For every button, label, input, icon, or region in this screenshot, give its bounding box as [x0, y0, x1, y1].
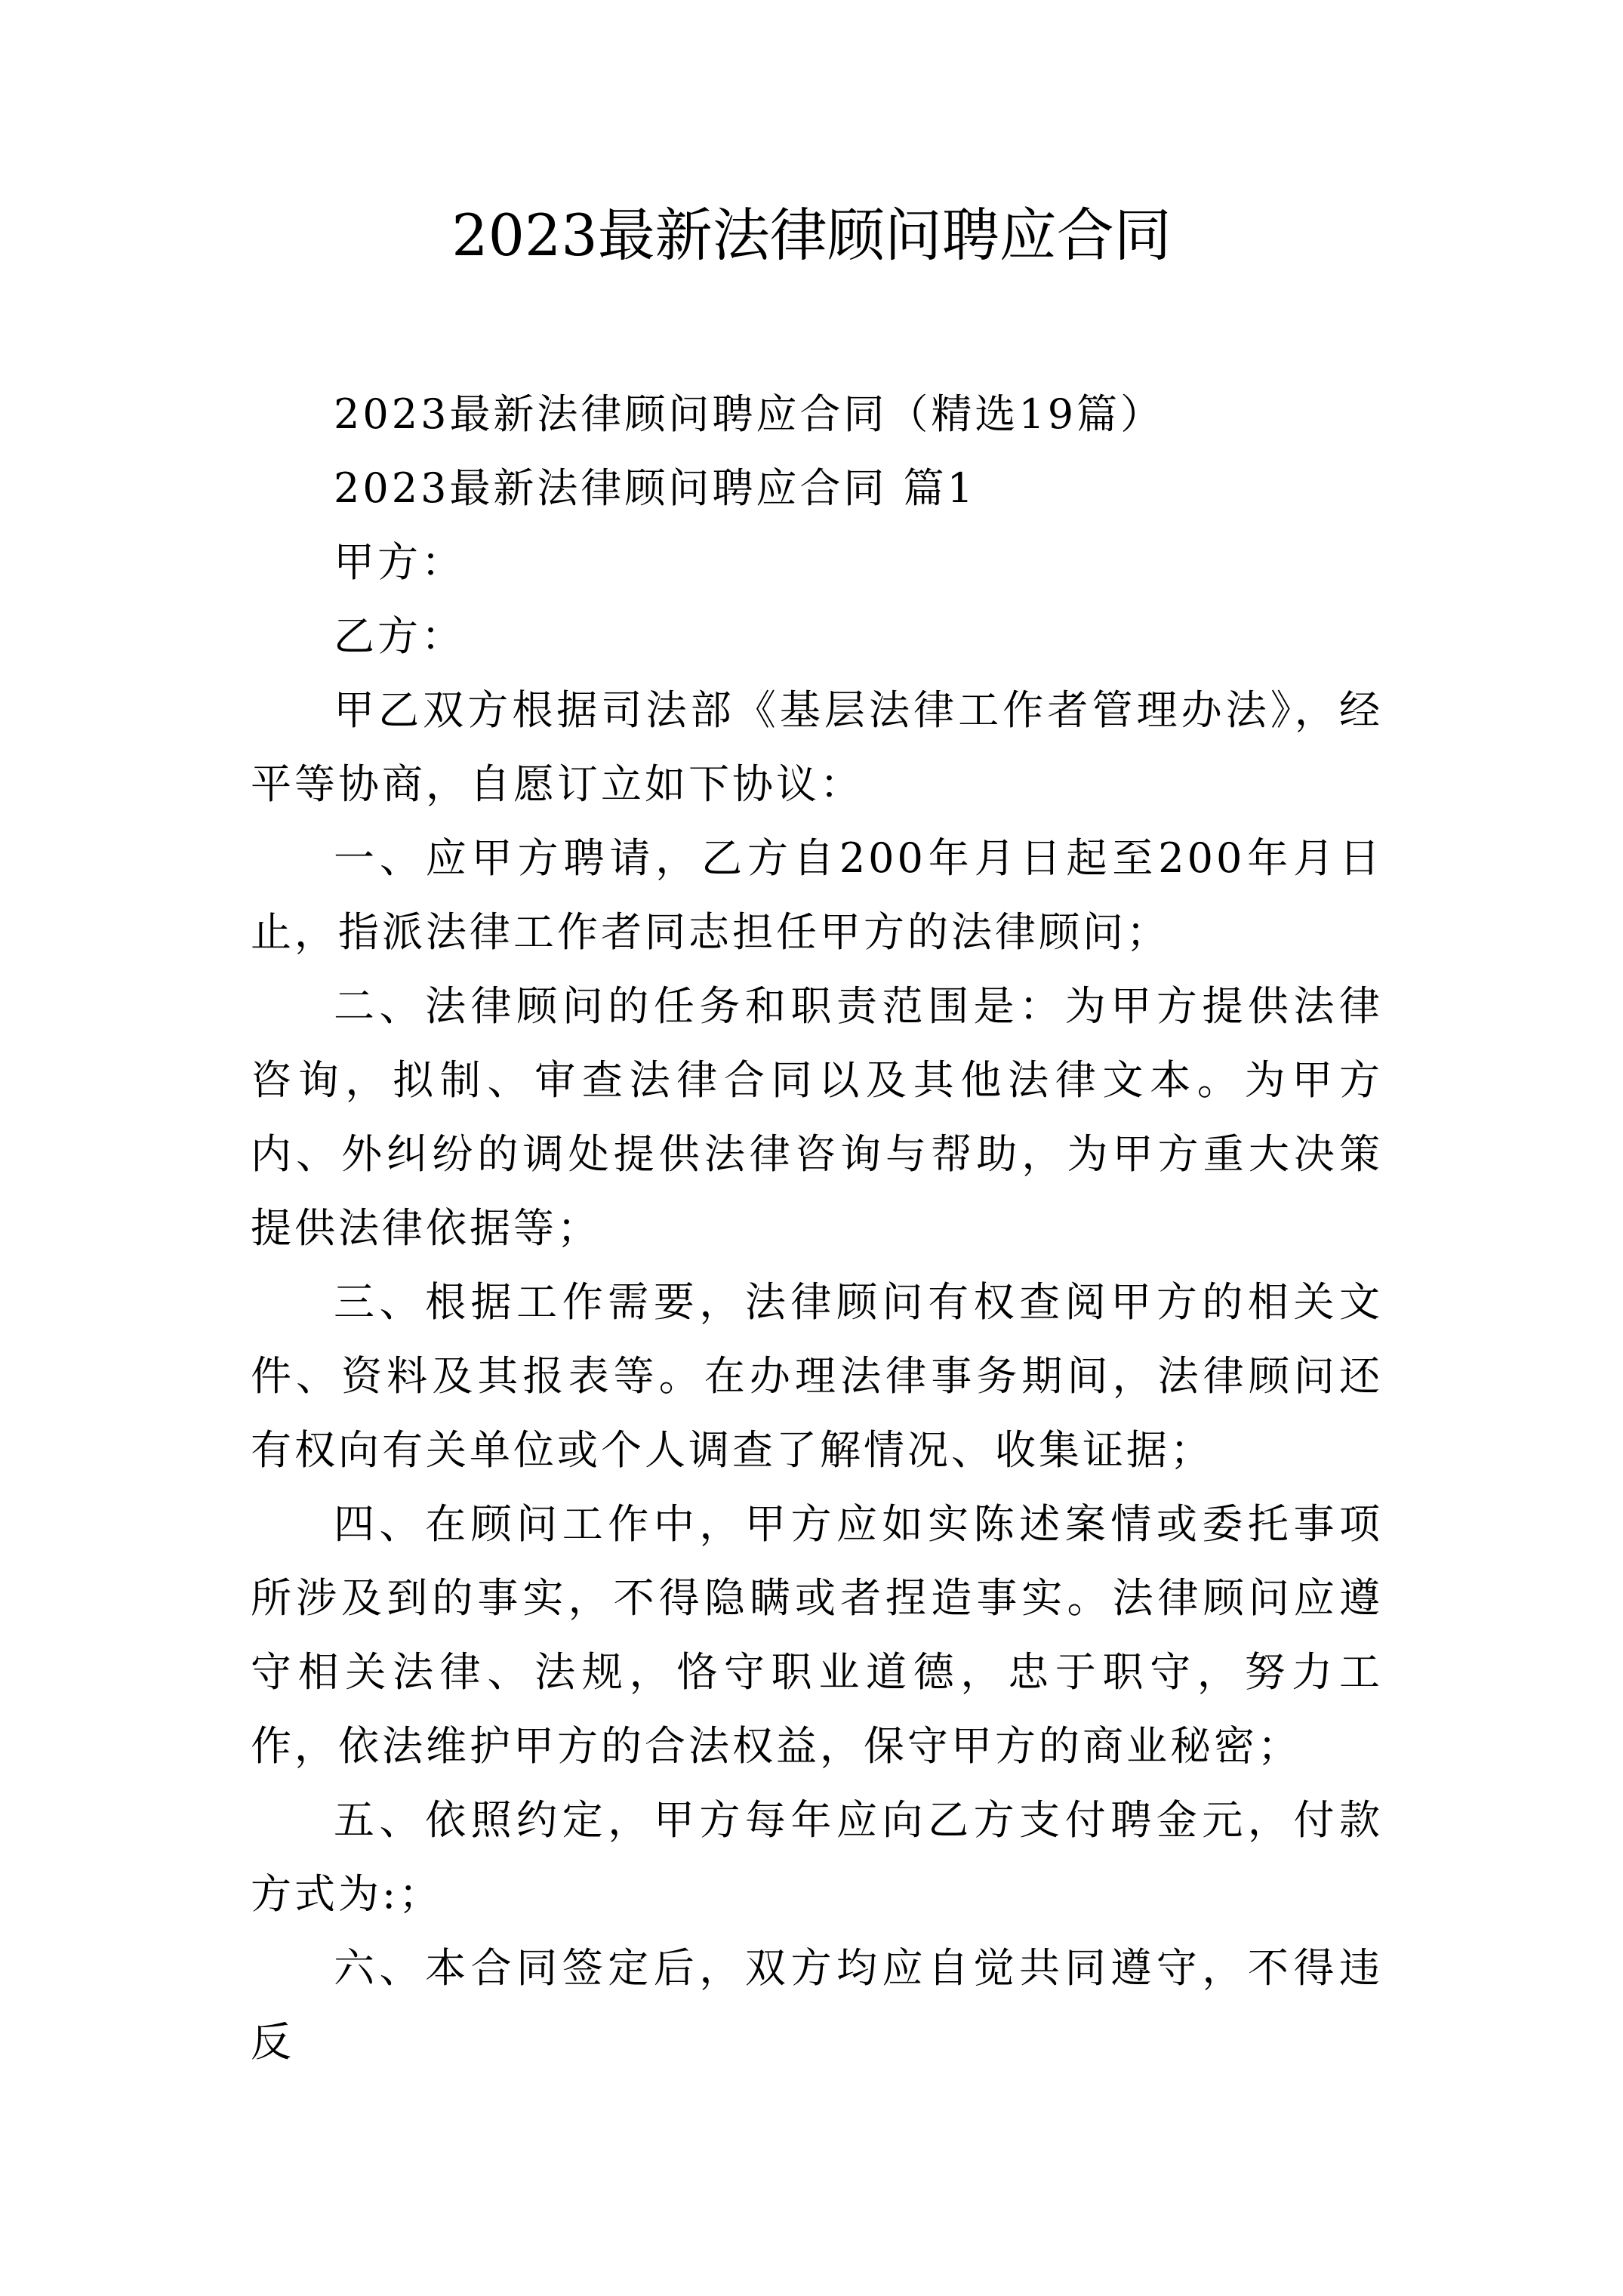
paragraph-clause-2: 二、法律顾问的任务和职责范围是：为甲方提供法律咨询，拟制、审查法律合同以及其他法律文本。为甲方内、外纠纷的调处提供法律咨询与帮助，为甲方重大决策提供法律依据等；	[251, 982, 1383, 1252]
document-title: 2023最新法律顾问聘应合同	[451, 202, 1172, 269]
paragraph-section-heading: 2023最新法律顾问聘应合同 篇1	[334, 464, 976, 512]
paragraph-clause-5: 五、依照约定，甲方每年应向乙方支付聘金元，付款方式为:；	[251, 1796, 1383, 1918]
paragraph-clause-4: 四、在顾问工作中，甲方应如实陈述案情或委托事项所涉及到的事实，不得隐瞒或者捏造事实。法律顾问应遵守相关法律、法规，恪守职业道德，忠于职守，努力工作，依法维护甲方的合法权益，保守甲方的商业秘密；	[251, 1500, 1383, 1770]
document-body	[251, 378, 1383, 2079]
paragraph-clause-1: 一、应甲方聘请，乙方自200年月日起至200年月日止，指派法律工作者同志担任甲方的法律顾问；	[251, 834, 1383, 956]
paragraph-clause-6: 六、本合同签定后，双方均应自觉共同遵守，不得违反	[251, 1944, 1383, 2066]
paragraph-party-b: 乙方：	[334, 612, 465, 660]
paragraph-clause-3: 三、根据工作需要，法律顾问有权查阅甲方的相关文件、资料及其报表等。在办理法律事务期间，法律顾问还有权向有关单位或个人调查了解情况、收集证据；	[251, 1278, 1383, 1474]
paragraph-party-a: 甲方：	[334, 538, 465, 586]
paragraph-preamble: 甲乙双方根据司法部《基层法律工作者管理办法》，经平等协商，自愿订立如下协议：	[251, 686, 1383, 808]
paragraph-subtitle: 2023最新法律顾问聘应合同（精选19篇）	[334, 390, 1165, 438]
